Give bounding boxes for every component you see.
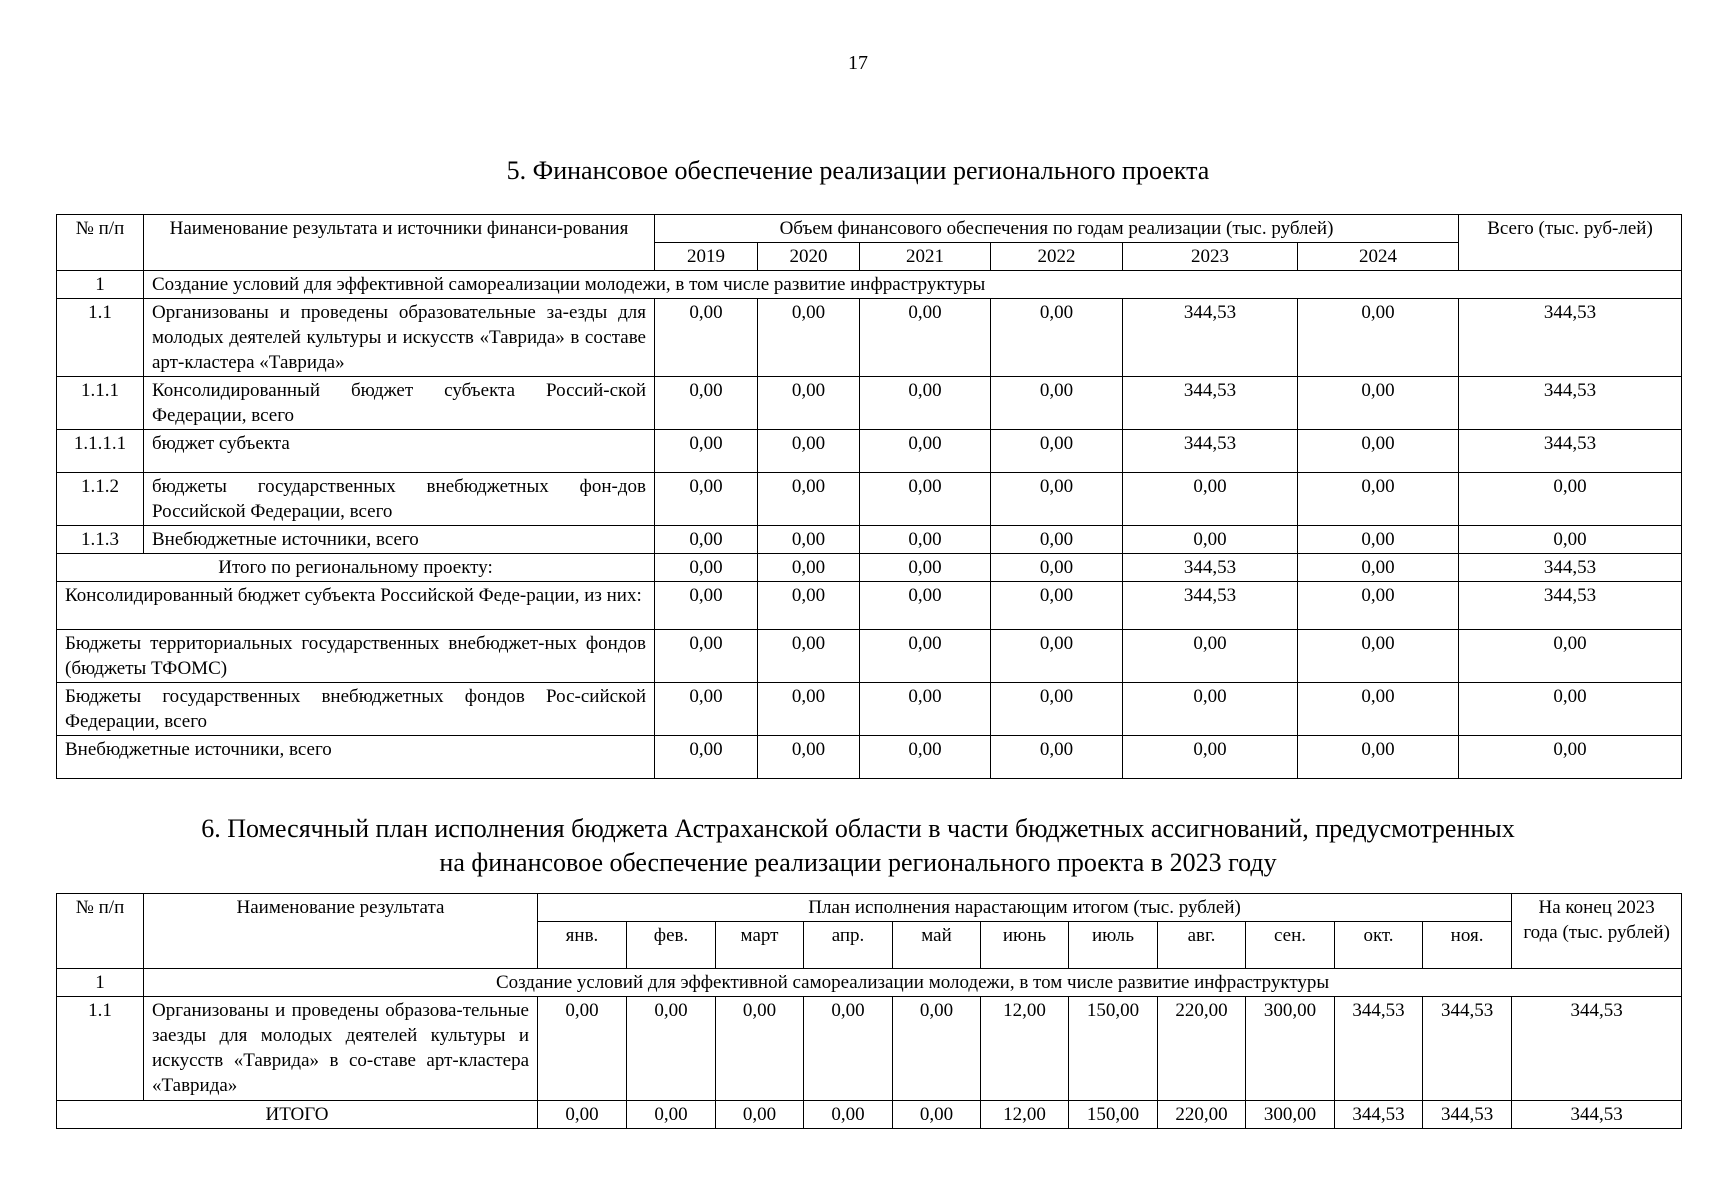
- col-header-name: Наименование результата: [144, 894, 538, 969]
- summary-value: 0,00: [1123, 736, 1298, 779]
- total-value: 0,00: [893, 1101, 981, 1129]
- summary-name: Итого по региональному проекту:: [57, 554, 655, 582]
- summary-value: 0,00: [1298, 582, 1459, 630]
- col-header-month: май: [893, 922, 981, 969]
- col-header-total: Всего (тыс. руб-лей): [1459, 215, 1682, 271]
- col-header-month: март: [716, 922, 804, 969]
- financing-table: [56, 214, 1682, 779]
- row-value: 344,53: [1123, 430, 1298, 473]
- summary-value: 0,00: [860, 683, 991, 736]
- row-value: 0,00: [1298, 430, 1459, 473]
- row-value: 0,00: [1298, 299, 1459, 377]
- row-value: 0,00: [758, 299, 860, 377]
- row-name: Организованы и проведены образовательные за-езды для молодых деятелей культуры и искусств «Таврида» в составе арт-кластера «Таврида»: [144, 299, 655, 377]
- row-value: 0,00: [655, 526, 758, 554]
- row-value: 0,00: [758, 473, 860, 526]
- summary-name: Внебюджетные источники, всего: [57, 736, 655, 779]
- summary-row: [57, 554, 1682, 582]
- section5-title: 5. Финансовое обеспечение реализации регионального проекта: [506, 156, 1210, 185]
- row-value: 0,00: [758, 377, 860, 430]
- row-value: 0,00: [1459, 473, 1682, 526]
- row-value: 344,53: [1512, 997, 1682, 1101]
- summary-value: 0,00: [860, 582, 991, 630]
- col-header-month: окт.: [1335, 922, 1423, 969]
- summary-value: 0,00: [1298, 630, 1459, 683]
- row-num: 1.1.2: [57, 473, 144, 526]
- total-value: 12,00: [981, 1101, 1069, 1129]
- summary-value: 0,00: [991, 683, 1123, 736]
- row-value: 150,00: [1069, 997, 1158, 1101]
- total-value: 344,53: [1335, 1101, 1423, 1129]
- summary-row: [57, 582, 1682, 630]
- summary-value: 344,53: [1459, 582, 1682, 630]
- table-header-row: [57, 894, 1682, 922]
- summary-value: 0,00: [991, 630, 1123, 683]
- summary-value: 0,00: [1459, 683, 1682, 736]
- row-value: 344,53: [1459, 430, 1682, 473]
- summary-value: 0,00: [758, 554, 860, 582]
- table-row: [57, 473, 1682, 526]
- row-value: 0,00: [1123, 526, 1298, 554]
- row-value: 0,00: [860, 377, 991, 430]
- col-header-month: июль: [1069, 922, 1158, 969]
- col-header-year: 2019: [655, 243, 758, 271]
- section-row: [57, 271, 1682, 299]
- summary-value: 344,53: [1459, 554, 1682, 582]
- col-header-year: 2024: [1298, 243, 1459, 271]
- row-value: 0,00: [860, 430, 991, 473]
- row-name: Организованы и проведены образова-тельные заезды для молодых деятелей культуры и искусств «Таврида» в со-ставе арт-кластера «Таврида»: [144, 997, 538, 1101]
- row-value: 0,00: [991, 377, 1123, 430]
- summary-name: Консолидированный бюджет субъекта Российской Феде-рации, из них:: [57, 582, 655, 630]
- row-value: 0,00: [1298, 526, 1459, 554]
- row-value: 0,00: [1298, 377, 1459, 430]
- total-value: 344,53: [1512, 1101, 1682, 1129]
- total-value: 0,00: [627, 1101, 716, 1129]
- row-value: 344,53: [1335, 997, 1423, 1101]
- row-name: Консолидированный бюджет субъекта Россий-ской Федерации, всего: [144, 377, 655, 430]
- row-num: 1.1.3: [57, 526, 144, 554]
- monthly-plan-table: [56, 893, 1682, 1129]
- row-value: 344,53: [1423, 997, 1512, 1101]
- section-num: 1: [57, 271, 144, 299]
- section-num: 1: [57, 969, 144, 997]
- col-header-month: авг.: [1158, 922, 1246, 969]
- summary-value: 0,00: [1298, 554, 1459, 582]
- total-value: 0,00: [804, 1101, 893, 1129]
- summary-value: 0,00: [1123, 630, 1298, 683]
- total-name: ИТОГО: [57, 1101, 538, 1129]
- section-title: Создание условий для эффективной самореализации молодежи, в том числе развитие инфраструктуры: [144, 969, 1682, 997]
- table-row: [57, 299, 1682, 377]
- row-value: 0,00: [860, 473, 991, 526]
- col-header-num: № п/п: [57, 894, 144, 969]
- row-num: 1.1: [57, 997, 144, 1101]
- row-value: 0,00: [991, 473, 1123, 526]
- row-value: 0,00: [716, 997, 804, 1101]
- col-header-end: На конец 2023 года (тыс. рублей): [1512, 894, 1682, 969]
- total-row: [57, 1101, 1682, 1129]
- total-value: 344,53: [1423, 1101, 1512, 1129]
- col-header-month: ноя.: [1423, 922, 1512, 969]
- summary-value: 0,00: [655, 683, 758, 736]
- row-value: 0,00: [991, 299, 1123, 377]
- row-value: 0,00: [655, 377, 758, 430]
- total-value: 0,00: [538, 1101, 627, 1129]
- section-row: [57, 969, 1682, 997]
- row-value: 0,00: [655, 430, 758, 473]
- row-value: 0,00: [655, 299, 758, 377]
- row-num: 1.1: [57, 299, 144, 377]
- summary-name: Бюджеты государственных внебюджетных фондов Рос-сийской Федерации, всего: [57, 683, 655, 736]
- summary-value: 0,00: [758, 683, 860, 736]
- row-value: 0,00: [655, 473, 758, 526]
- row-value: 0,00: [860, 526, 991, 554]
- summary-value: 0,00: [758, 630, 860, 683]
- row-value: 0,00: [991, 430, 1123, 473]
- table-row: [57, 997, 1682, 1101]
- row-value: 0,00: [1123, 473, 1298, 526]
- col-header-year: 2020: [758, 243, 860, 271]
- summary-row: [57, 683, 1682, 736]
- row-value: 220,00: [1158, 997, 1246, 1101]
- section6-title-line2: на финансовое обеспечение реализации регионального проекта в 2023 году: [439, 848, 1277, 877]
- summary-value: 0,00: [655, 630, 758, 683]
- summary-row: [57, 630, 1682, 683]
- section6-title: [0, 812, 1716, 880]
- summary-value: 0,00: [991, 736, 1123, 779]
- total-value: 150,00: [1069, 1101, 1158, 1129]
- row-value: 0,00: [1459, 526, 1682, 554]
- total-value: 0,00: [716, 1101, 804, 1129]
- row-value: 12,00: [981, 997, 1069, 1101]
- section-title: Создание условий для эффективной самореализации молодежи, в том числе развитие инфраструктуры: [144, 271, 1682, 299]
- summary-value: 0,00: [1298, 683, 1459, 736]
- table-row: [57, 430, 1682, 473]
- row-name: бюджеты государственных внебюджетных фон-дов Российской Федерации, всего: [144, 473, 655, 526]
- row-value: 0,00: [758, 430, 860, 473]
- summary-value: 344,53: [1123, 554, 1298, 582]
- row-value: 300,00: [1246, 997, 1335, 1101]
- summary-row: [57, 736, 1682, 779]
- row-value: 344,53: [1123, 377, 1298, 430]
- summary-value: 0,00: [860, 554, 991, 582]
- col-header-group: План исполнения нарастающим итогом (тыс. рублей): [538, 894, 1512, 922]
- summary-value: 0,00: [991, 554, 1123, 582]
- col-header-month: фев.: [627, 922, 716, 969]
- row-value: 0,00: [627, 997, 716, 1101]
- summary-value: 0,00: [1459, 736, 1682, 779]
- col-header-year: 2023: [1123, 243, 1298, 271]
- col-header-month: сен.: [1246, 922, 1335, 969]
- row-value: 344,53: [1123, 299, 1298, 377]
- table-row: [57, 377, 1682, 430]
- summary-value: 0,00: [991, 582, 1123, 630]
- summary-value: 0,00: [1459, 630, 1682, 683]
- section6-title-line1: 6. Помесячный план исполнения бюджета Астраханской области в части бюджетных ассигнований, предусмотренных: [201, 814, 1515, 843]
- summary-value: 0,00: [758, 582, 860, 630]
- col-header-month: янв.: [538, 922, 627, 969]
- row-value: 0,00: [893, 997, 981, 1101]
- row-num: 1.1.1: [57, 377, 144, 430]
- row-name: бюджет субъекта: [144, 430, 655, 473]
- col-header-year: 2021: [860, 243, 991, 271]
- page-number: 17: [848, 52, 868, 74]
- row-name: Внебюджетные источники, всего: [144, 526, 655, 554]
- summary-value: 344,53: [1123, 582, 1298, 630]
- total-value: 300,00: [1246, 1101, 1335, 1129]
- total-value: 220,00: [1158, 1101, 1246, 1129]
- summary-value: 0,00: [860, 736, 991, 779]
- row-value: 0,00: [804, 997, 893, 1101]
- summary-value: 0,00: [655, 554, 758, 582]
- col-header-month: июнь: [981, 922, 1069, 969]
- col-header-group: Объем финансового обеспечения по годам реализации (тыс. рублей): [655, 215, 1459, 243]
- summary-value: 0,00: [1298, 736, 1459, 779]
- summary-value: 0,00: [1123, 683, 1298, 736]
- row-value: 0,00: [991, 526, 1123, 554]
- row-value: 0,00: [758, 526, 860, 554]
- summary-name: Бюджеты территориальных государственных внебюджет-ных фондов (бюджеты ТФОМС): [57, 630, 655, 683]
- summary-value: 0,00: [655, 582, 758, 630]
- row-value: 0,00: [860, 299, 991, 377]
- table-row: [57, 526, 1682, 554]
- col-header-name: Наименование результата и источники финанси-рования: [144, 215, 655, 271]
- row-value: 344,53: [1459, 299, 1682, 377]
- summary-value: 0,00: [655, 736, 758, 779]
- row-value: 344,53: [1459, 377, 1682, 430]
- summary-value: 0,00: [758, 736, 860, 779]
- row-value: 0,00: [538, 997, 627, 1101]
- col-header-num: № п/п: [57, 215, 144, 271]
- row-num: 1.1.1.1: [57, 430, 144, 473]
- row-value: 0,00: [1298, 473, 1459, 526]
- table-header-row: [57, 215, 1682, 243]
- col-header-month: апр.: [804, 922, 893, 969]
- summary-value: 0,00: [860, 630, 991, 683]
- col-header-year: 2022: [991, 243, 1123, 271]
